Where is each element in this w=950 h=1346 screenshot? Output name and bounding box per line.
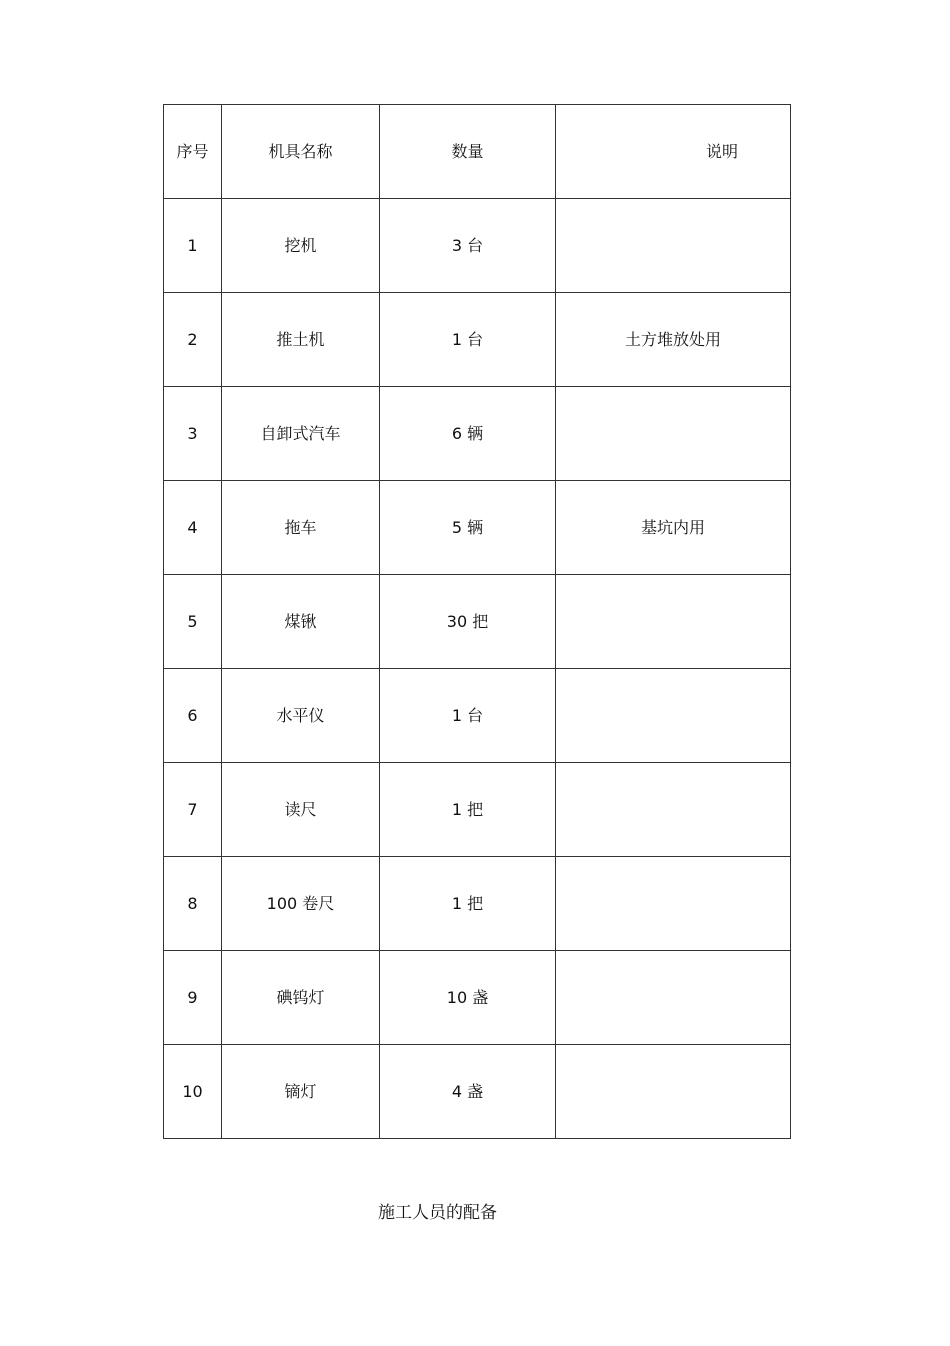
table-row xyxy=(164,951,791,1045)
cell-name: 100 卷尺 xyxy=(222,857,380,951)
table-row xyxy=(164,293,791,387)
cell-name: 挖机 xyxy=(222,199,380,293)
table-row xyxy=(164,575,791,669)
cell-index: 4 xyxy=(164,481,222,575)
cell-name: 自卸式汽车 xyxy=(222,387,380,481)
cell-note xyxy=(556,1045,791,1139)
equipment-table-body xyxy=(164,105,791,1139)
cell-quantity: 30 把 xyxy=(380,575,556,669)
table-row xyxy=(164,1045,791,1139)
equipment-table xyxy=(163,104,791,1139)
cell-index: 1 xyxy=(164,199,222,293)
table-header-row xyxy=(164,105,791,199)
cell-index: 9 xyxy=(164,951,222,1045)
cell-quantity: 3 台 xyxy=(380,199,556,293)
table-row xyxy=(164,387,791,481)
table-row xyxy=(164,481,791,575)
cell-note xyxy=(556,199,791,293)
cell-index: 10 xyxy=(164,1045,222,1139)
cell-index: 8 xyxy=(164,857,222,951)
cell-note xyxy=(556,669,791,763)
cell-quantity: 1 台 xyxy=(380,669,556,763)
cell-name: 碘钨灯 xyxy=(222,951,380,1045)
cell-name: 读尺 xyxy=(222,763,380,857)
cell-note xyxy=(556,951,791,1045)
cell-quantity: 1 把 xyxy=(380,857,556,951)
cell-quantity: 1 把 xyxy=(380,763,556,857)
header-index: 序号 xyxy=(164,105,222,199)
table-row xyxy=(164,857,791,951)
cell-index: 2 xyxy=(164,293,222,387)
cell-index: 7 xyxy=(164,763,222,857)
cell-name: 煤锹 xyxy=(222,575,380,669)
header-note: 说明 xyxy=(556,105,791,199)
cell-quantity: 10 盏 xyxy=(380,951,556,1045)
cell-name: 拖车 xyxy=(222,481,380,575)
cell-index: 3 xyxy=(164,387,222,481)
cell-index: 6 xyxy=(164,669,222,763)
cell-name: 推土机 xyxy=(222,293,380,387)
cell-note xyxy=(556,575,791,669)
table-row xyxy=(164,199,791,293)
cell-note xyxy=(556,857,791,951)
header-quantity: 数量 xyxy=(380,105,556,199)
cell-quantity: 4 盏 xyxy=(380,1045,556,1139)
header-name: 机具名称 xyxy=(222,105,380,199)
cell-quantity: 1 台 xyxy=(380,293,556,387)
cell-note: 基坑内用 xyxy=(556,481,791,575)
cell-note xyxy=(556,387,791,481)
cell-quantity: 5 辆 xyxy=(380,481,556,575)
table-row xyxy=(164,763,791,857)
section-caption: 施工人员的配备 xyxy=(378,1203,497,1223)
cell-quantity: 6 辆 xyxy=(380,387,556,481)
cell-name: 镝灯 xyxy=(222,1045,380,1139)
cell-name: 水平仪 xyxy=(222,669,380,763)
cell-note xyxy=(556,763,791,857)
table-row xyxy=(164,669,791,763)
cell-index: 5 xyxy=(164,575,222,669)
cell-note: 土方堆放处用 xyxy=(556,293,791,387)
